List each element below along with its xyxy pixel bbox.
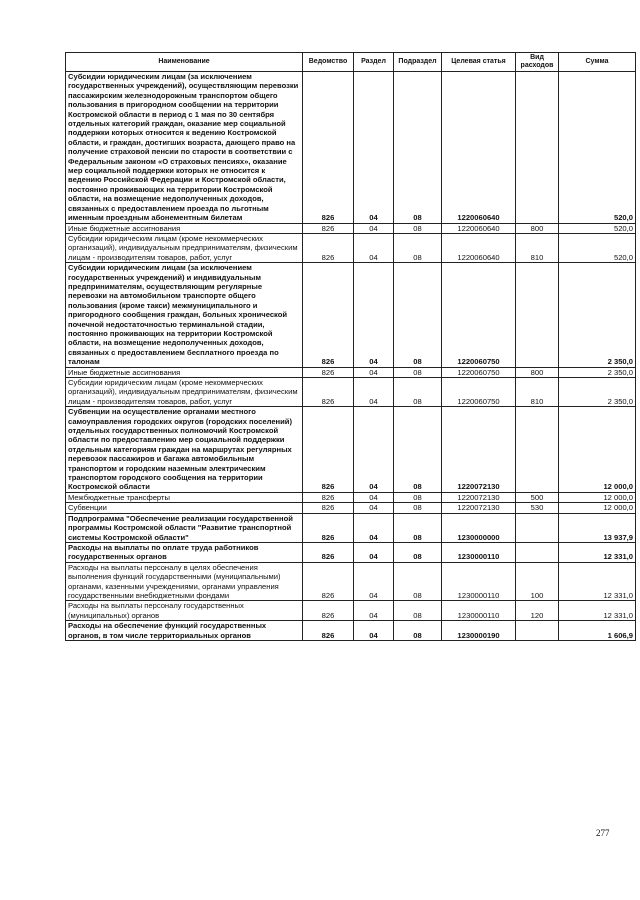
cell-name: Иные бюджетные ассигнования (66, 367, 303, 377)
table-row (66, 621, 636, 641)
cell-exp: 810 (516, 378, 559, 407)
cell-target: 1220060640 (442, 223, 516, 233)
header-subsection: Подраздел (394, 53, 442, 72)
header-name: Наименование (66, 53, 303, 72)
cell-sum: 1 606,9 (559, 621, 636, 641)
cell-name: Межбюджетные трансферты (66, 492, 303, 502)
cell-name: Субвенции (66, 503, 303, 513)
table-row (66, 233, 636, 262)
cell-name: Субсидии юридическим лицам (кроме некоммерческих организаций), индивидуальным предпринимателям, физическим лицам - производителям товаров, работ, услуг (66, 378, 303, 407)
cell-subsection: 08 (394, 503, 442, 513)
cell-exp: 100 (516, 562, 559, 601)
budget-sheet (65, 52, 635, 641)
cell-section: 04 (354, 263, 394, 367)
cell-exp (516, 407, 559, 493)
cell-subsection: 08 (394, 621, 442, 641)
cell-sum: 12 000,0 (559, 492, 636, 502)
cell-dept: 826 (303, 492, 354, 502)
cell-subsection: 08 (394, 562, 442, 601)
cell-sum: 2 350,0 (559, 367, 636, 377)
cell-section: 04 (354, 72, 394, 224)
cell-section: 04 (354, 513, 394, 542)
cell-section: 04 (354, 367, 394, 377)
cell-sum: 12 000,0 (559, 407, 636, 493)
cell-dept: 826 (303, 223, 354, 233)
cell-subsection: 08 (394, 542, 442, 562)
cell-section: 04 (354, 503, 394, 513)
cell-sum: 12 331,0 (559, 601, 636, 621)
cell-target: 1230000110 (442, 601, 516, 621)
budget-table (65, 52, 636, 641)
table-row (66, 542, 636, 562)
cell-section: 04 (354, 492, 394, 502)
table-body (66, 72, 636, 641)
cell-exp: 500 (516, 492, 559, 502)
cell-exp: 800 (516, 223, 559, 233)
cell-sum: 12 331,0 (559, 542, 636, 562)
cell-name: Расходы на обеспечение функций государственных органов, в том числе территориальных органов (66, 621, 303, 641)
cell-name: Субсидии юридическим лицам (кроме некоммерческих организаций), индивидуальным предпринимателям, физическим лицам - производителям товаров, работ, услуг (66, 233, 303, 262)
cell-name: Субвенции на осуществление органами местного самоуправления городских округов (городских поселений) отдельных государственных полномочий Костромской области по предоставлению мер социальной поддержки отдельным категориям граждан на маршрутах регулярных перевозок пассажиров и багажа автомобильным транспортом и городским наземным электрическим транспортом городского сообщения на территории Костромской области (66, 407, 303, 493)
table-row (66, 223, 636, 233)
cell-exp (516, 621, 559, 641)
cell-section: 04 (354, 233, 394, 262)
cell-subsection: 08 (394, 72, 442, 224)
cell-dept: 826 (303, 503, 354, 513)
cell-name: Субсидии юридическим лицам (за исключением государственных учреждений) и индивидуальным предпринимателям, осуществляющим регулярные перевозки на автомобильном транспорте общего пользования (кроме такси) межмуниципального и пригородного сообщения граждан, больных хронической почечной недостаточностью терминальной стадии, постоянно проживающих на территории Костромской области, на возмещение недополученных доходов, связанных с предоставлением бесплатного проезда по талонам (66, 263, 303, 367)
cell-target: 1220060750 (442, 367, 516, 377)
cell-target: 1220072130 (442, 492, 516, 502)
cell-section: 04 (354, 601, 394, 621)
cell-subsection: 08 (394, 513, 442, 542)
cell-sum: 2 350,0 (559, 263, 636, 367)
cell-sum: 12 000,0 (559, 503, 636, 513)
cell-target: 1220060640 (442, 233, 516, 262)
cell-section: 04 (354, 223, 394, 233)
table-row (66, 72, 636, 224)
cell-target: 1230000190 (442, 621, 516, 641)
cell-subsection: 08 (394, 367, 442, 377)
cell-target: 1220072130 (442, 407, 516, 493)
cell-name: Подпрограмма "Обеспечение реализации государственной программы Костромской области "Развитие транспортной системы Костромской области" (66, 513, 303, 542)
cell-sum: 2 350,0 (559, 378, 636, 407)
cell-sum: 12 331,0 (559, 562, 636, 601)
cell-name: Расходы на выплаты по оплате труда работников государственных органов (66, 542, 303, 562)
cell-dept: 826 (303, 601, 354, 621)
cell-exp: 530 (516, 503, 559, 513)
cell-section: 04 (354, 407, 394, 493)
cell-target: 1220060750 (442, 378, 516, 407)
cell-sum: 520,0 (559, 233, 636, 262)
cell-target: 1220060640 (442, 72, 516, 224)
cell-name: Иные бюджетные ассигнования (66, 223, 303, 233)
cell-target: 1230000110 (442, 542, 516, 562)
cell-section: 04 (354, 562, 394, 601)
cell-name: Расходы на выплаты персоналу в целях обеспечения выполнения функций государственными (муниципальными) органами, казенными учреждениями, органами управления государственными внебюджетными фондами (66, 562, 303, 601)
cell-target: 1230000110 (442, 562, 516, 601)
cell-exp: 800 (516, 367, 559, 377)
table-row (66, 513, 636, 542)
cell-dept: 826 (303, 263, 354, 367)
cell-dept: 826 (303, 542, 354, 562)
header-sum: Сумма (559, 53, 636, 72)
cell-exp: 810 (516, 233, 559, 262)
table-row (66, 263, 636, 367)
cell-subsection: 08 (394, 378, 442, 407)
cell-subsection: 08 (394, 223, 442, 233)
cell-target: 1220072130 (442, 503, 516, 513)
cell-target: 1230000000 (442, 513, 516, 542)
header-dept: Ведомство (303, 53, 354, 72)
cell-subsection: 08 (394, 233, 442, 262)
cell-subsection: 08 (394, 601, 442, 621)
cell-sum: 520,0 (559, 72, 636, 224)
cell-dept: 826 (303, 72, 354, 224)
cell-section: 04 (354, 542, 394, 562)
table-row (66, 492, 636, 502)
table-row (66, 562, 636, 601)
cell-dept: 826 (303, 562, 354, 601)
header-exp: Вид расходов (516, 53, 559, 72)
cell-exp (516, 513, 559, 542)
cell-target: 1220060750 (442, 263, 516, 367)
cell-name: Расходы на выплаты персоналу государственных (муниципальных) органов (66, 601, 303, 621)
cell-dept: 826 (303, 233, 354, 262)
header-target: Целевая статья (442, 53, 516, 72)
cell-exp (516, 542, 559, 562)
table-header-row (66, 53, 636, 72)
cell-section: 04 (354, 621, 394, 641)
table-row (66, 601, 636, 621)
cell-subsection: 08 (394, 263, 442, 367)
cell-dept: 826 (303, 621, 354, 641)
table-row (66, 367, 636, 377)
cell-sum: 13 937,9 (559, 513, 636, 542)
cell-subsection: 08 (394, 407, 442, 493)
cell-section: 04 (354, 378, 394, 407)
cell-exp (516, 263, 559, 367)
cell-sum: 520,0 (559, 223, 636, 233)
table-row (66, 378, 636, 407)
cell-subsection: 08 (394, 492, 442, 502)
cell-exp: 120 (516, 601, 559, 621)
cell-dept: 826 (303, 407, 354, 493)
cell-exp (516, 72, 559, 224)
table-row (66, 407, 636, 493)
header-section: Раздел (354, 53, 394, 72)
cell-dept: 826 (303, 367, 354, 377)
page-number: 277 (596, 828, 610, 838)
table-row (66, 503, 636, 513)
cell-dept: 826 (303, 513, 354, 542)
cell-dept: 826 (303, 378, 354, 407)
cell-name: Субсидии юридическим лицам (за исключением государственных учреждений), осуществляющим перевозки пассажирским железнодорожным транспортом общего пользования в пригородном сообщении на территории Костромской области в период с 1 мая по 30 сентября отдельных категорий граждан, оказание мер социальной поддержки которых относится к ведению Костромской области, и граждан, достигших возраста, дающего право на получение страховой пенсии по старости в соответствии с Федеральным законом «О страховых пенсиях», оказание мер социальной поддержки которых не относится к ведению Российской Федерации и Костромской области, постоянно проживающих на территории Костромской области, на возмещение недополученных доходов, связанных с предоставлением проезда по льготным именным проездным абонементным билетам (66, 72, 303, 224)
